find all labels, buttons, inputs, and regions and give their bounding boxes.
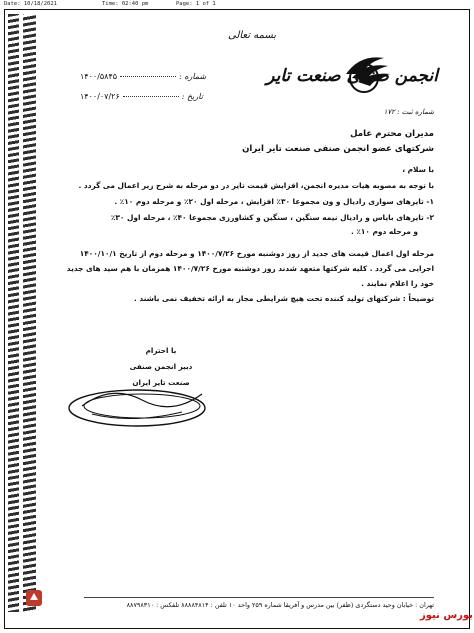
recipient-line-2: شرکتهای عضو انجمن صنفی صنعت تایر ایران [242, 144, 434, 154]
registration-number: شماره ثبت : ۱۷۲ [383, 108, 434, 116]
paragraph-1-line-3: خود را اعلام نمایند . [361, 279, 434, 288]
fax-header [0, 0, 474, 9]
fax-time: Time: 02:40 pm [102, 1, 149, 7]
letter-number-value: ۱۴۰۰/۵۸۴۵ [80, 72, 118, 81]
letter-page [4, 9, 470, 629]
signature-title: دبیر انجمن صنفی [129, 362, 193, 371]
item-2-line-2: و مرحله دوم ۱۰٪ . [350, 227, 418, 236]
letter-date-label: تاریخ : [181, 92, 203, 101]
recipient-line-1: مدیران محترم عامل [350, 129, 434, 139]
letter-number [80, 72, 206, 81]
red-stamp-icon [24, 588, 44, 608]
letter-date [80, 92, 203, 101]
paragraph-1-line-2: اجرایی می گردد . کلیه شرکتها متعهد شدند روز دوشنبه مورخ ۱۴۰۰/۷/۲۶ همزمان با هم سید های جدید [66, 264, 434, 273]
basmala: بسمه تعالی [228, 30, 277, 41]
intro-paragraph: با توجه به مصوبه هیات مدیره انجمن، افزایش قیمت تایر در دو مرحله به شرح زیر اعمال می گردد . [78, 181, 434, 190]
signature-closing: با احترام [145, 346, 177, 355]
fax-page: Page: 1 of 1 [176, 1, 216, 7]
footer-address: تهران : خیابان وحید دستگردی (ظفر) بین مدرس و آفریقا شماره ۲۵۹ واحد ۱۰ تلفن : ۸۸۸۸۴۸۱۴ تلفکس : ۸۸۷۹۸۳۱۰ [84, 597, 434, 609]
watermark: بورس نیوز [420, 610, 473, 621]
fax-date: Date: 10/18/2021 [4, 1, 57, 7]
sender-name: انجمن صنفی صنعت تایر [266, 66, 438, 86]
handwritten-signature-icon [62, 378, 212, 436]
letter-number-label: شماره : [179, 72, 207, 81]
letter-date-value: ۱۴۰۰/۰۷/۲۶ [80, 92, 120, 101]
tire-tread-decoration [8, 14, 36, 612]
note-paragraph: توضیحاً : شرکتهای تولید کننده تحت هیچ شرایطی مجاز به ارائه تخفیف نمی باشند . [133, 294, 434, 303]
signature-org: صنعت تایر ایران [132, 378, 190, 387]
item-2-line-1: ۲- تایرهای بایاس و رادیال نیمه سنگین ، سنگین و کشاورزی مجموعا ۴۰٪ ، مرحله اول ۳۰٪ [110, 213, 434, 222]
item-1: ۱- تایرهای سواری رادیال و ون مجموعا ۳۰٪ افزایش ، مرحله اول ۲۰٪ و مرحله دوم ۱۰٪ . [114, 197, 434, 206]
paragraph-1-line-1: مرحله اول اعمال قیمت های جدید از روز دوشنبه مورخ ۱۴۰۰/۷/۲۶ و مرحله دوم از تاریخ ۱۴۰۰/۱۰/۱ [79, 249, 434, 258]
greeting: با سلام ، [402, 165, 434, 174]
